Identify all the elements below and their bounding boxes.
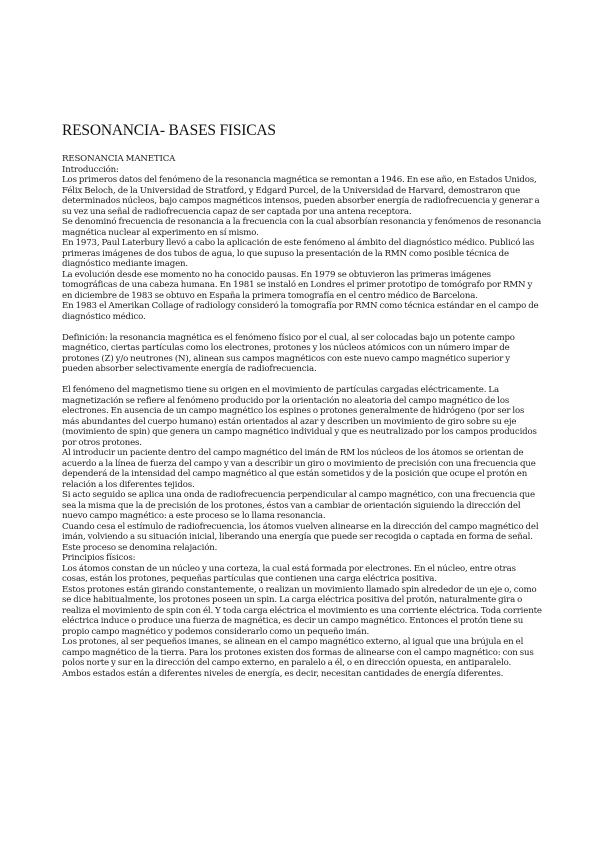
paragraph: Si acto seguido se aplica una onda de radiofrecuencia perpendicular al campo magnético, con una frecuencia que sea la misma que la de precisión de los protones, éstos van a cambiar de orientación siguiendo la dirección del nuevo campo magnético: a este proceso se lo llama resonancia. bbox=[62, 490, 535, 521]
paragraph: Ambos estados están a diferentes niveles de energía, es decir, necesitan cantidades de energía diferentes. bbox=[62, 668, 504, 679]
blank-line bbox=[62, 375, 542, 386]
document-page bbox=[62, 122, 542, 679]
paragraph: Los átomos constan de un núcleo y una corteza, la cual está formada por electrones. En el núcleo, entre otras cosas, están los protones, pequeñas partículas que contienen una carga eléctrica positiva. bbox=[62, 563, 516, 584]
document-title: RESONANCIA- BASES FISICAS bbox=[62, 122, 276, 139]
paragraph: El fenómeno del magnetismo tiene su origen en el movimiento de partículas cargadas eléctricamente. La magnetización se refiere al fenómeno producido por la orientación no aleatoria del campo magnético de los electrones. En ausencia de un campo magnético los espines o protones generalmente de hidrógeno (por ser los más abundantes del cuerpo humano) están orientados al azar y describen un movimiento de giro sobre su eje (movimiento de spin) que genera un campo magnético individual y que es neutralizado por los campos producidos por otros protones. bbox=[62, 385, 537, 448]
paragraph: Los protones, al ser pequeños imanes, se alinean en el campo magnético externo, al igual que una brújula en el campo magnético de la tierra. Para los protones existen dos formas de alinearse con el campo magnético: con sus polos norte y sur en la dirección del campo externo, en paralelo a él, o en dirección opuesta, en antiparalelo. bbox=[62, 637, 534, 668]
paragraph: Los primeros datos del fenómeno de la resonancia magnética se remontan a 1946. En ese año, en Estados Unidos, Félix Beloch, de la Universidad de Stratford, y Edgard Purcel, de la Universidad de Harvard, demostraron que determinados núcleos, bajo campos magnéticos intensos, pueden absorber energía de radiofrecuencia y generar a su vez una señal de radiofrecuencia capaz de ser captada por una antena receptora. bbox=[62, 175, 540, 217]
paragraph: Estos protones están girando constantemente, o realizan un movimiento llamado spin alrededor de un eje o, como se dice habitualmente, los protones poseen un spin. La carga eléctrica positiva del protón, naturalmente gira o realiza el movimiento de spin con él. Y toda carga eléctrica el movimiento es una corriente eléctrica. Toda corriente eléctrica induce o produce una fuerza de magnética, es decir un campo magnético. Entonces el protón tiene su propio campo magnético y podemos considerarlo como un pequeño imán. bbox=[62, 584, 542, 637]
paragraph: La evolución desde ese momento no ha conocido pausas. En 1979 se obtuvieron las primeras imágenes tomográficas de una cabeza humana. En 1981 se instaló en Londres el primer prototipo de tomógrafo por RMN y en diciembre de 1983 se obtuvo en España la primera tomografía en el centro médico de Barcelona. bbox=[62, 269, 533, 301]
subheading-introduction: Introducción: bbox=[62, 164, 119, 175]
paragraph: Al introducir un paciente dentro del campo magnético del imán de RM los núcleos de los átomos se orientan de acuerdo a la línea de fuerza del campo y van a describir un giro o movimiento de precisión con una frecuencia que dependerá de la intensidad del campo magnético al que están sometidos y de la posición que ocupe el protón en relación a los diferentes tejidos. bbox=[62, 448, 536, 490]
paragraph: En 1983 el Amerikan Collage of radiology consideró la tomografía por RMN como técnica estándar en el campo de diagnóstico médico. bbox=[62, 301, 539, 322]
definition-paragraph: Definición: la resonancia magnética es el fenómeno físico por el cual, al ser colocadas bajo un potente campo magnético, ciertas partículas como los electrones, protones y los núcleos atómicos con un número impar de protones (Z) y/o neutrones (N), alinean sus campos magnéticos con este nuevo campo magnético superior y pueden absorber selectivamente energía de radiofrecuencia. bbox=[62, 332, 515, 374]
paragraph: Cuando cesa el estímulo de radiofrecuencia, los átomos vuelven alinearse en la dirección del campo magnético del imán, volviendo a su situación inicial, liberando una energía que puede ser recogida o captada en forma de señal. Este proceso se denomina relajación. bbox=[62, 521, 539, 553]
paragraph: En 1973, Paul Laterbury llevó a cabo la aplicación de este fenómeno al ámbito del diagnóstico médico. Publicó las primeras imágenes de dos tubos de agua, lo que supuso la presentación de la RMN como posible técnica de diagnóstico mediante imagen. bbox=[62, 238, 535, 269]
paragraph: Se denominó frecuencia de resonancia a la frecuencia con la cual absorbían resonancia y fenómenos de resonancia magnética nuclear al experimento en sí mismo. bbox=[62, 217, 542, 238]
blank-line bbox=[62, 322, 542, 333]
subheading-principles: Principios físicos: bbox=[62, 553, 136, 563]
section-heading: RESONANCIA MANETICA bbox=[62, 154, 176, 164]
